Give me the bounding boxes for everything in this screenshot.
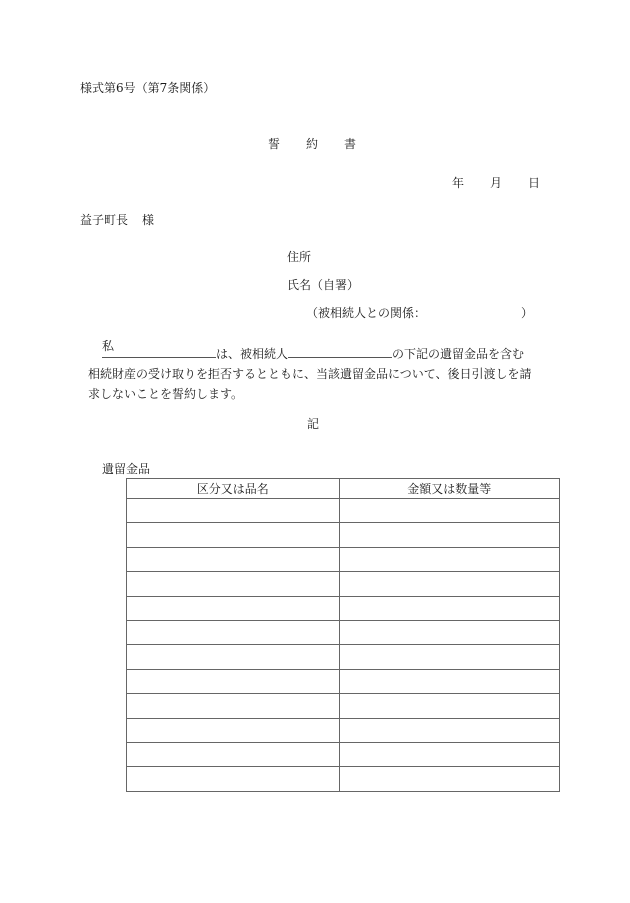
record-heading: 記	[307, 417, 320, 431]
amount-cell[interactable]	[339, 572, 560, 596]
category-cell[interactable]	[127, 645, 340, 669]
pledge-line-1	[88, 339, 538, 364]
category-cell[interactable]	[127, 523, 340, 547]
document-title	[268, 138, 356, 150]
deceased-name-field[interactable]	[288, 344, 392, 358]
table-row	[127, 694, 560, 718]
table-row	[127, 620, 560, 644]
table-row	[127, 742, 560, 766]
category-cell[interactable]	[127, 718, 340, 742]
table-row	[127, 572, 560, 596]
amount-cell[interactable]	[339, 669, 560, 693]
table-header-row	[127, 479, 560, 499]
form-number: 様式第6号（第7条関係）	[80, 81, 216, 95]
pledge-line-3: 求しないことを誓約します。	[88, 387, 244, 401]
address-label: 住所	[287, 250, 312, 264]
date-line	[452, 177, 540, 189]
relation-line	[306, 307, 540, 319]
column-header-category: 区分又は品名	[127, 479, 340, 499]
amount-cell[interactable]	[339, 645, 560, 669]
category-cell[interactable]	[127, 572, 340, 596]
addressee-name: 益子町長	[80, 213, 129, 227]
self-name-field[interactable]	[102, 339, 216, 358]
addressee	[80, 214, 154, 226]
relation-label: （被相続人との関係：	[306, 306, 427, 320]
category-cell[interactable]	[127, 547, 340, 571]
table-row	[127, 669, 560, 693]
amount-cell[interactable]	[339, 742, 560, 766]
items-table	[126, 478, 560, 792]
category-cell[interactable]	[127, 742, 340, 766]
category-cell[interactable]	[127, 499, 340, 523]
self-label: 私	[102, 339, 115, 353]
title-char-1: 誓	[268, 137, 281, 151]
category-cell[interactable]	[127, 669, 340, 693]
pledge-line-2: 相続財産の受け取りを拒否するとともに、当該遺留金品について、後日引渡しを請	[88, 367, 532, 381]
title-char-3: 書	[344, 137, 357, 151]
table-row	[127, 767, 560, 791]
date-month-label: 月	[490, 176, 503, 190]
amount-cell[interactable]	[339, 499, 560, 523]
name-signature-label: 氏名（自署）	[287, 278, 360, 292]
table-row	[127, 718, 560, 742]
amount-cell[interactable]	[339, 694, 560, 718]
table-row	[127, 499, 560, 523]
pledge-paragraph	[88, 339, 538, 404]
amount-cell[interactable]	[339, 596, 560, 620]
items-section-label: 遺留金品	[102, 462, 151, 476]
category-cell[interactable]	[127, 694, 340, 718]
table-row	[127, 596, 560, 620]
amount-cell[interactable]	[339, 523, 560, 547]
text-line1-end: の下記の遺留金品を含む	[392, 347, 525, 361]
amount-cell[interactable]	[339, 718, 560, 742]
addressee-honorific: 様	[142, 213, 155, 227]
date-year-label: 年	[452, 176, 465, 190]
category-cell[interactable]	[127, 767, 340, 791]
text-after-self: は、被相続人	[216, 347, 289, 361]
title-char-2: 約	[306, 137, 319, 151]
table-row	[127, 547, 560, 571]
category-cell[interactable]	[127, 596, 340, 620]
amount-cell[interactable]	[339, 767, 560, 791]
amount-cell[interactable]	[339, 547, 560, 571]
category-cell[interactable]	[127, 620, 340, 644]
amount-cell[interactable]	[339, 620, 560, 644]
table-row	[127, 645, 560, 669]
relation-close-paren: ）	[521, 306, 534, 320]
table-row	[127, 523, 560, 547]
date-day-label: 日	[528, 176, 541, 190]
column-header-amount: 金額又は数量等	[339, 479, 560, 499]
